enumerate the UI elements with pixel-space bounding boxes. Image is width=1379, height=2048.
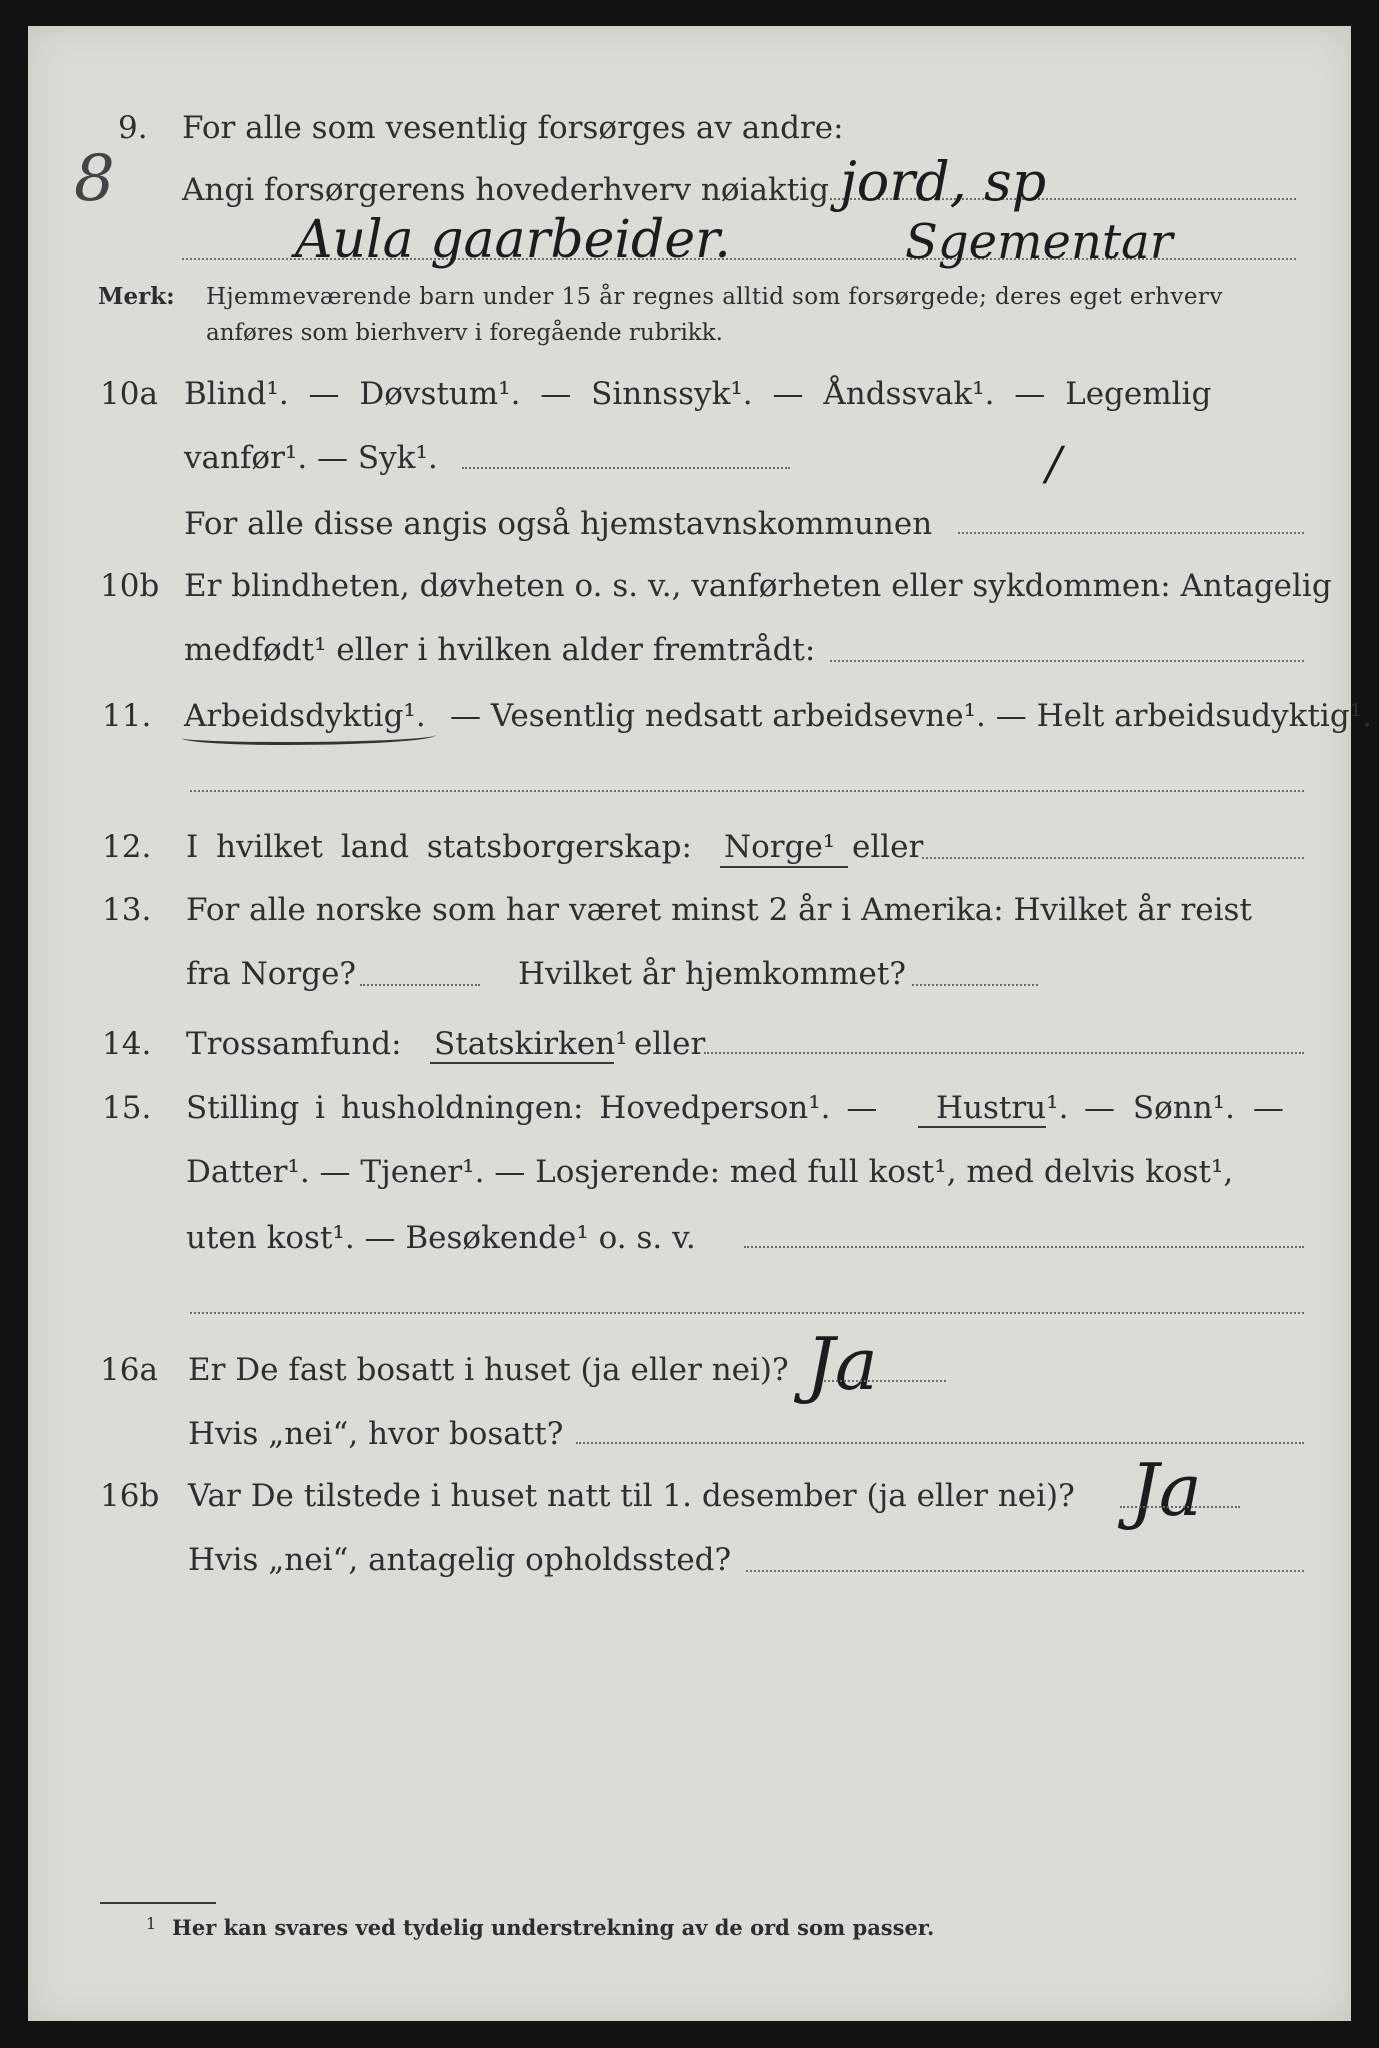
q16a-number: 16a xyxy=(100,1352,158,1388)
q15-dotline-2 xyxy=(190,1312,1304,1314)
q10a-number: 10a xyxy=(100,376,158,412)
merk-label: Merk: xyxy=(98,283,175,310)
q12-tail: eller xyxy=(852,829,924,865)
merk-line2: anføres som bierhverv i foregående rubrikk. xyxy=(206,320,723,346)
q16b-dotline-2 xyxy=(746,1570,1304,1572)
q14-text: Trossamfund: xyxy=(186,1026,402,1062)
q15-underline-mark xyxy=(918,1126,1046,1128)
q15-option-hustru: Hustru¹. xyxy=(936,1090,1069,1126)
q10a-line2: vanfør¹. — Syk¹. xyxy=(184,440,438,476)
q12-option-norge: Norge¹ xyxy=(724,829,836,865)
q14-underline-mark xyxy=(430,1062,614,1064)
merk-line1: Hjemmeværende barn under 15 år regnes alltid som forsørgede; deres eget erhverv xyxy=(206,284,1223,310)
q13-line2b: Hvilket år hjemkommet? xyxy=(518,956,906,992)
q10b-line2: medfødt¹ eller i hvilken alder fremtrådt: xyxy=(184,632,816,668)
q11-number: 11. xyxy=(102,698,152,734)
q12-number: 12. xyxy=(102,829,152,865)
footnote-text: Her kan svares ved tydelig understrekning av de ord som passer. xyxy=(172,1915,935,1940)
q16b-dotline-1 xyxy=(1120,1506,1240,1508)
q10b-line1: Er blindheten, døvheten o. s. v., vanførheten eller sykdommen: Antagelig xyxy=(184,568,1332,604)
q9-number: 9. xyxy=(118,110,148,146)
q9-line1: For alle som vesentlig forsørges av andre: xyxy=(182,110,844,146)
margin-mark: 8 xyxy=(74,142,115,216)
q16a-dotline-1 xyxy=(824,1380,946,1382)
q16a-handwritten: Ja xyxy=(806,1322,878,1406)
q15-line2: Datter¹. — Tjener¹. — Losjerende: med full kost¹, med delvis kost¹, xyxy=(186,1154,1234,1190)
q12-text: I hvilket land statsborgerskap: xyxy=(186,829,692,865)
q12-dotline xyxy=(922,857,1304,859)
q14-number: 14. xyxy=(102,1026,152,1062)
q10a-handwritten: / xyxy=(1046,436,1062,490)
q16b-handwritten: Ja xyxy=(1130,1448,1202,1532)
q14-option-statskirken: Statskirken¹ xyxy=(434,1026,628,1062)
q14-dotline xyxy=(704,1052,1304,1054)
q10b-number: 10b xyxy=(100,568,160,604)
q15-number: 15. xyxy=(102,1090,152,1126)
footnote-marker: 1 xyxy=(146,1914,157,1933)
q11-dotline xyxy=(190,790,1304,792)
q16b-line1: Var De tilstede i huset natt til 1. desember (ja eller nei)? xyxy=(188,1478,1075,1514)
q13-line1: For alle norske som har været minst 2 år i Amerika: Hvilket år reist xyxy=(186,892,1252,928)
q16b-line2: Hvis „nei“, antagelig opholdssted? xyxy=(188,1542,732,1578)
q10a-line3: For alle disse angis også hjemstavnskommunen xyxy=(184,506,933,542)
q12-underline-mark xyxy=(720,866,848,868)
q16a-dotline-2 xyxy=(576,1442,1304,1444)
q16b-number: 16b xyxy=(100,1478,160,1514)
q13-dotline-1 xyxy=(360,984,480,986)
q16a-line1: Er De fast bosatt i huset (ja eller nei)? xyxy=(188,1352,789,1388)
q9-handwritten-c: Sgementar xyxy=(905,214,1173,270)
footnote-rule xyxy=(100,1902,216,1904)
q15-dotline-1 xyxy=(744,1246,1304,1248)
q11-option-arbeidsdyktig: Arbeidsdyktig¹. xyxy=(184,698,426,734)
q10b-dotline xyxy=(830,660,1304,662)
q10a-dotline-2 xyxy=(958,532,1304,534)
q13-dotline-2 xyxy=(912,984,1038,986)
q13-line2a: fra Norge? xyxy=(186,956,357,992)
q15-line3: uten kost¹. — Besøkende¹ o. s. v. xyxy=(186,1220,696,1256)
q15-line1c: — Sønn¹. — xyxy=(1084,1090,1284,1126)
q9-line2: Angi forsørgerens hovederhverv nøiaktig xyxy=(182,172,829,208)
q9-handwritten-a: jord, sp xyxy=(840,150,1047,213)
q13-number: 13. xyxy=(102,892,152,928)
q14-tail: eller xyxy=(634,1026,706,1062)
q10a-dotline-1 xyxy=(462,467,790,469)
q9-handwritten-b: Aula gaarbeider. xyxy=(295,210,731,270)
q15-line1a: Stilling i husholdningen: Hovedperson¹. — xyxy=(186,1090,878,1126)
q11-rest: — Vesentlig nedsatt arbeidsevne¹. — Helt arbeidsudyktig¹. xyxy=(450,698,1372,734)
q10a-line1: Blind¹. — Døvstum¹. — Sinnssyk¹. — Åndssvak¹. — Legemlig xyxy=(184,376,1212,412)
q16a-line2: Hvis „nei“, hvor bosatt? xyxy=(188,1416,564,1452)
